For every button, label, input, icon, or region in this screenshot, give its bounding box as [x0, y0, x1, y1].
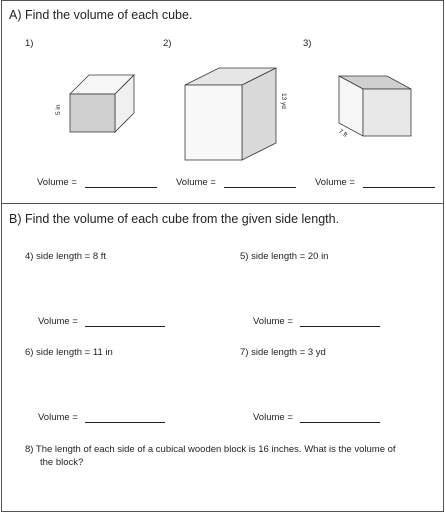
- cube-2-side-label: 13 yd: [280, 93, 287, 109]
- problem-1-number: 1): [25, 38, 34, 49]
- problem-6-answer-line[interactable]: [85, 422, 165, 423]
- problem-2-answer-line[interactable]: [224, 187, 296, 188]
- cube-3-figure: [335, 74, 425, 154]
- section-a-heading: A) Find the volume of each cube.: [9, 8, 193, 22]
- problem-3-number: 3): [303, 38, 312, 49]
- problem-5-volume-label: Volume =: [253, 316, 293, 327]
- problem-8-text-line-1: 8) The length of each side of a cubical wooden block is 16 inches. What is the volume of: [25, 444, 396, 455]
- top-divider: [1, 0, 444, 1]
- problem-7-answer-line[interactable]: [300, 422, 380, 423]
- problem-7-volume-label: Volume =: [253, 412, 293, 423]
- problem-1-answer-line[interactable]: [85, 187, 157, 188]
- problem-7-text: 7) side length = 3 yd: [240, 347, 326, 358]
- problem-1-volume-label: Volume =: [37, 177, 77, 188]
- section-b-heading: B) Find the volume of each cube from the given side length.: [9, 212, 340, 226]
- problem-2-volume-label: Volume =: [176, 177, 216, 188]
- cube-3-side-label: 7 ft: [336, 128, 349, 139]
- problem-6-volume-label: Volume =: [38, 412, 78, 423]
- cube-1-figure: [60, 75, 150, 155]
- problem-4-volume-label: Volume =: [38, 316, 78, 327]
- problem-4-answer-line[interactable]: [85, 326, 165, 327]
- problem-5-answer-line[interactable]: [300, 326, 380, 327]
- problem-8-text-line-2: the block?: [40, 457, 84, 468]
- cube-2-figure: [180, 68, 300, 178]
- problem-3-answer-line[interactable]: [363, 187, 435, 188]
- problem-6-text: 6) side length = 11 in: [25, 347, 113, 358]
- section-divider: [1, 203, 444, 204]
- cube-1-side-label: 5 in: [55, 104, 62, 115]
- problem-2-number: 2): [163, 38, 172, 49]
- problem-4-text: 4) side length = 8 ft: [25, 251, 107, 262]
- problem-3-volume-label: Volume =: [315, 177, 355, 188]
- problem-5-text: 5) side length = 20 in: [240, 251, 329, 262]
